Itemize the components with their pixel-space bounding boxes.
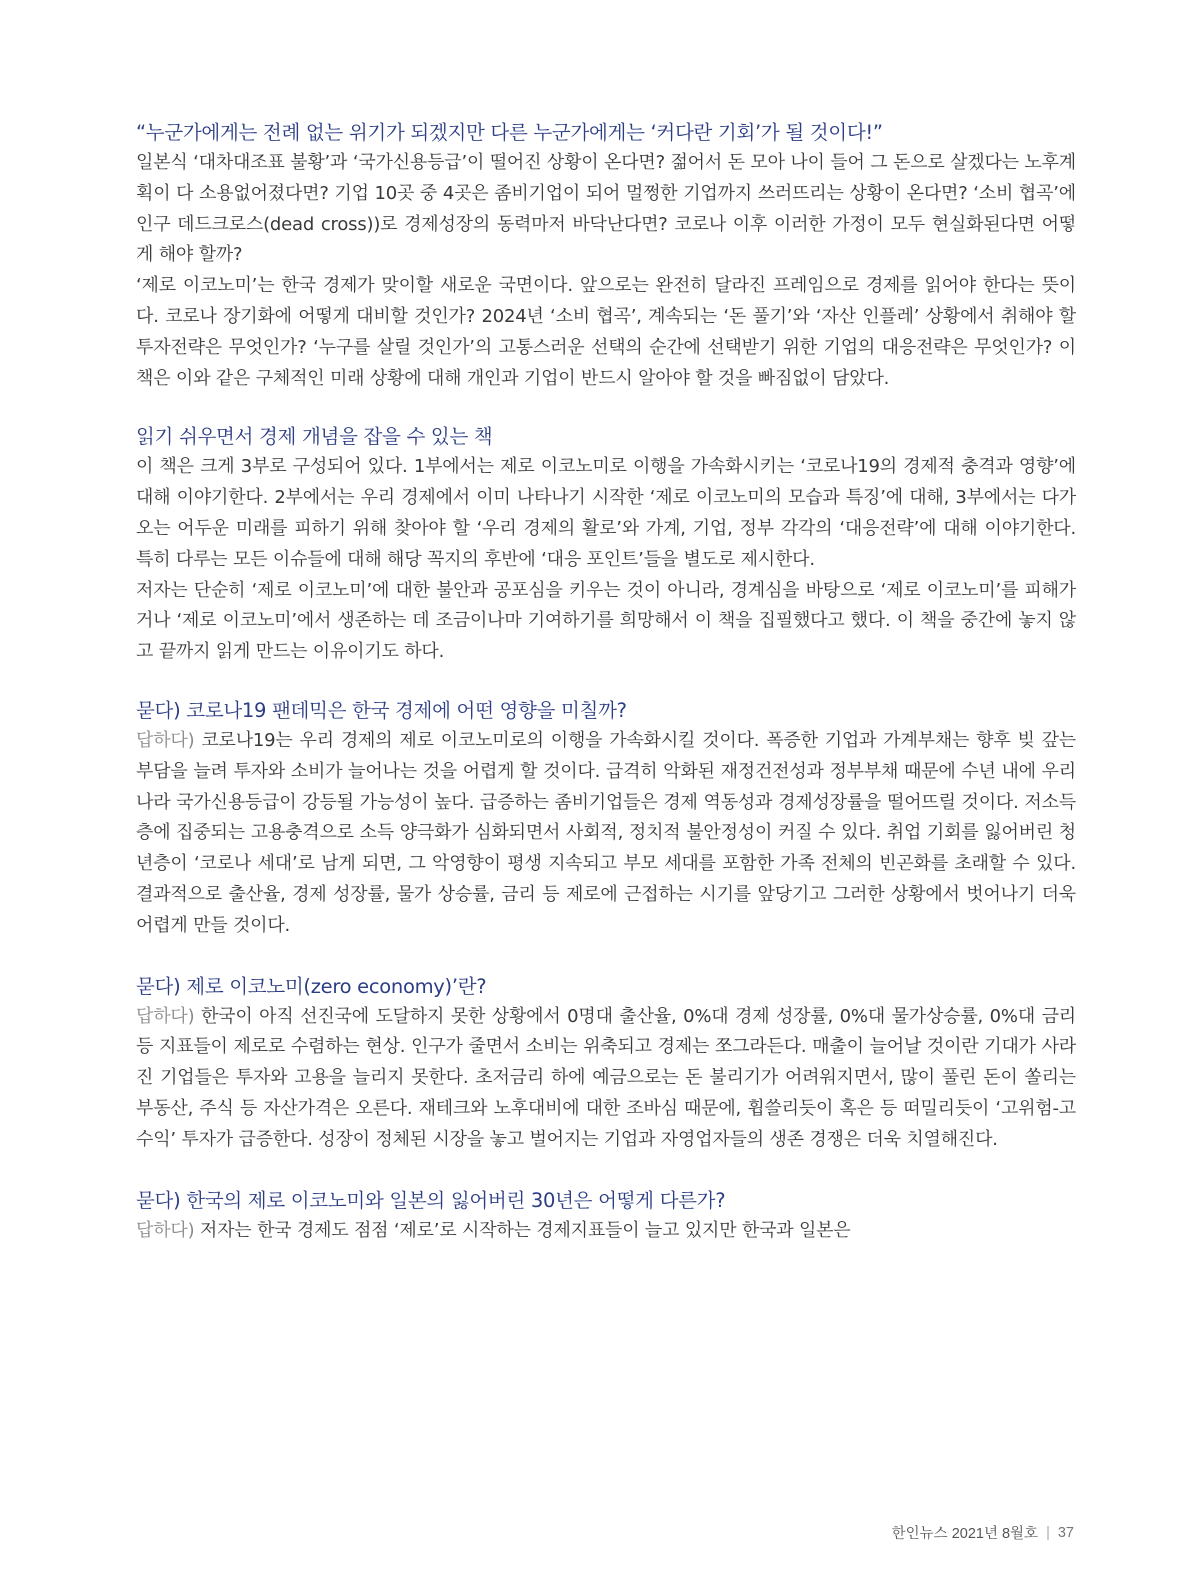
paragraph: 저자는 단순히 ‘제로 이코노미’에 대한 불안과 공포심을 키우는 것이 아니라, 경계심을 바탕으로 ‘제로 이코노미’를 피해가거나 ‘제로 이코노미’에서 생존하는 데 조금이나마 기여하기를 희망해서 이 책을 집필했다고 했다. 이 책을 중간에 놓지 않고 끝까지 읽게 만드는 이유이기도 하다. xyxy=(136,579,1076,663)
answer-paragraph xyxy=(136,1216,1076,1247)
page-footer xyxy=(892,1522,1074,1543)
page-number: 37 xyxy=(1057,1524,1074,1541)
publication-label: 한인뉴스 2021년 8월호 xyxy=(891,1526,1039,1542)
paragraph: ‘제로 이코노미’는 한국 경제가 맞이할 새로운 국면이다. 앞으로는 완전히 달라진 프레임으로 경제를 읽어야 한다는 뜻이다. 코로나 장기화에 어떻게 대비할 것인가? 2024년 ‘소비 협곡’, 계속되는 ‘돈 풀기’와 ‘자산 인플레’ 상황에서 취해야 할 투자전략은 무엇인가? ‘누구를 살릴 것인가’의 고통스러운 선택의 순간에 선택받기 위한 기업의 대응전략은 무엇인가? 이 책은 이와 같은 구체적인 미래 상황에 대해 개인과 기업이 반드시 알아야 할 것을 빠짐없이 담았다. xyxy=(136,275,1076,389)
question-heading-korea-japan: 묻다) 한국의 제로 이코노미와 일본의 잃어버린 30년은 어떻게 다른가? xyxy=(136,1188,726,1212)
question-heading-zero-economy: 묻다) 제로 이코노미(zero economy)’란? xyxy=(136,974,487,998)
answer-paragraph xyxy=(136,1002,1076,1156)
answer-prefix: 답하다) xyxy=(136,1005,195,1027)
paragraph: 일본식 ‘대차대조표 불황’과 ‘국가신용등급’이 떨어진 상황이 온다면? 젊어서 돈 모아 나이 들어 그 돈으로 살겠다는 노후계획이 다 소용없어졌다면? 기업 10곳 중 4곳은 좀비기업이 되어 멀쩡한 기업까지 쓰러뜨리는 상황이 온다면? ‘소비 협곡’에 인구 데드크로스(dead cross))로 경제성장의 동력마저 바닥난다면? 코로나 이후 이러한 가정이 모두 현실화된다면 어떻게 해야 할까? xyxy=(136,152,1076,266)
answer-text: 저자는 한국 경제도 점점 ‘제로’로 시작하는 경제지표들이 늘고 있지만 한국과 일본은 xyxy=(194,1219,851,1241)
answer-paragraph xyxy=(136,726,1076,942)
answer-text: 코로나19는 우리 경제의 제로 이코노미로의 이행을 가속화시킬 것이다. 폭증한 기업과 가계부채는 향후 빚 갚는 부담을 늘려 투자와 소비가 늘어나는 것을 어렵게 할 것이다. 급격히 악화된 재정건전성과 정부부채 때문에 수년 내에 우리나라 국가신용등급이 강등될 가능성이 높다. 급증하는 좀비기업들은 경제 역동성과 경제성장률을 떨어뜨릴 것이다. 저소득층에 집중되는 고용충격으로 소득 양극화가 심화되면서 사회적, 정치적 불안정성이 커질 수 있다. 취업 기회를 잃어버린 청년층이 ‘코로나 세대’로 남게 되면, 그 악영향이 평생 지속되고 부모 세대를 포함한 가족 전체의 빈곤화를 초래할 수 있다. 결과적으로 출산율, 경제 성장률, 물가 상승률, 금리 등 제로에 근접하는 시기를 앞당기고 그러한 상황에서 벗어나기 더욱 어렵게 만들 것이다. xyxy=(136,729,1076,936)
paragraph: 이 책은 크게 3부로 구성되어 있다. 1부에서는 제로 이코노미로 이행을 가속화시키는 ‘코로나19의 경제적 충격과 영향’에 대해 이야기한다. 2부에서는 우리 경제에서 이미 나타나기 시작한 ‘제로 이코노미의 모습과 특징’에 대해, 3부에서는 다가오는 어두운 미래를 피하기 위해 찾아야 할 ‘우리 경제의 활로’와 가계, 기업, 정부 각각의 ‘대응전략’에 대해 이야기한다. 특히 다루는 모든 이슈들에 대해 해당 꼭지의 후반에 ‘대응 포인트’들을 별도로 제시한다. xyxy=(136,456,1076,570)
answer-prefix: 답하다) xyxy=(136,1219,195,1241)
answer-prefix: 답하다) xyxy=(136,729,195,751)
footer-separator: | xyxy=(1046,1524,1050,1541)
section-heading-easy-read: 읽기 쉬우면서 경제 개념을 잡을 수 있는 책 xyxy=(136,425,493,449)
section-heading-opportunity: “누군가에게는 전례 없는 위기가 되겠지만 다른 누군가에게는 ‘커다란 기회’가 될 것이다!” xyxy=(136,121,883,144)
question-heading-covid-impact: 묻다) 코로나19 팬데믹은 한국 경제에 어떤 영향을 미칠까? xyxy=(136,698,627,722)
answer-text: 한국이 아직 선진국에 도달하지 못한 상황에서 0명대 출산율, 0%대 경제 성장률, 0%대 물가상승률, 0%대 금리 등 지표들이 제로로 수렴하는 현상. 인구가 줄면서 소비는 위축되고 경제는 쪼그라든다. 매출이 늘어날 것이란 기대가 사라진 기업들은 투자와 고용을 늘리지 못한다. 초저금리 하에 예금으로는 돈 불리기가 어려워지면서, 많이 풀린 돈이 쏠리는 부동산, 주식 등 자산가격은 오른다. 재테크와 노후대비에 대한 조바심 때문에, 휩쓸리듯이 혹은 등 떠밀리듯이 ‘고위험-고수익’ 투자가 급증한다. 성장이 정체된 시장을 놓고 벌어지는 기업과 자영업자들의 생존 경쟁은 더욱 치열해진다. xyxy=(136,1005,1076,1150)
article-body xyxy=(136,118,1076,1246)
